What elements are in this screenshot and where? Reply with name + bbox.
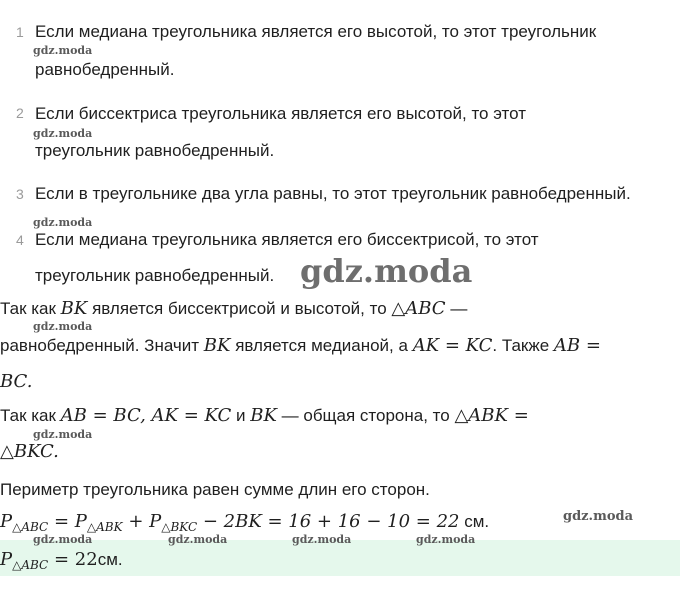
paragraph-2-line-2: △BKC. — [0, 441, 59, 462]
triangle-symbol: △ — [0, 441, 14, 462]
paragraph-2-line-1: Так как AB = BC, AK = KC и BK — общая сторона, то △ABK = — [0, 405, 529, 426]
list-item-text: треугольник равнобедренный. — [35, 266, 275, 285]
watermark-logo: gdz.moda — [416, 533, 476, 546]
math-abk: ABK = — [468, 405, 529, 426]
list-number: 4 — [16, 232, 24, 248]
list-item-text: Если биссектриса треугольника является его высотой, то этот — [35, 104, 526, 123]
watermark-logo: gdz.moda — [33, 320, 93, 333]
math-ak-kc: AK = KC — [412, 335, 493, 356]
math-bkc: BKC — [13, 441, 54, 462]
paragraph-1-line-1: Так как BK является биссектрисой и высотой, то △ABC — — [0, 298, 468, 319]
watermark-logo: gdz.moda — [168, 533, 228, 546]
list-item-text: Если в треугольнике два угла равны, то этот треугольник равнобедренный. — [35, 184, 631, 203]
watermark-logo-large: gdz.moda — [300, 252, 473, 290]
math-bk: BK — [203, 335, 231, 356]
list-item-text: Если медиана треугольника является его высотой, то этот треугольник — [35, 22, 597, 41]
paragraph-1-line-3: BC. — [0, 371, 33, 392]
watermark-logo: gdz.moda — [33, 44, 93, 57]
math-bc: BC — [0, 371, 27, 392]
perimeter-formula: $P_{\triangle ABC} = P_{\triangle ABK} + P_{\triangle BKC} - 2BK = 16 + 16 - 10 = 22$ см. — [0, 511, 490, 534]
list-item-text: Если медиана треугольника является его биссектрисой, то этот — [35, 230, 539, 249]
watermark-logo: gdz.moda — [563, 509, 634, 524]
list-number: 3 — [16, 186, 24, 202]
paragraph-3: Периметр треугольника равен сумме длин его сторон. — [0, 480, 430, 499]
list-item-text: треугольник равнобедренный. — [35, 141, 275, 160]
math-bk: BK — [250, 405, 277, 426]
triangle-symbol: △ — [454, 405, 469, 426]
watermark-logo: gdz.moda — [33, 127, 93, 140]
watermark-logo: gdz.moda — [33, 428, 93, 441]
watermark-logo: gdz.moda — [33, 216, 93, 229]
watermark-logo: gdz.moda — [33, 533, 93, 546]
math-ab: AB = — [553, 335, 601, 356]
math-abc: ABC — [405, 298, 446, 319]
math-equalities: AB = BC, AK = KC — [60, 405, 232, 426]
watermark-logo: gdz.moda — [292, 533, 352, 546]
answer-line: $P_{\triangle ABC} = 22см$. — [0, 549, 123, 572]
math-bk: BK — [60, 298, 88, 319]
list-number: 1 — [16, 24, 24, 40]
paragraph-1-line-2: равнобедренный. Значит BK является медианой, а AK = KC. Также AB = — [0, 335, 601, 356]
triangle-symbol: △ — [391, 298, 406, 319]
list-number: 2 — [16, 105, 24, 121]
list-item-text: равнобедренный. — [35, 60, 175, 79]
